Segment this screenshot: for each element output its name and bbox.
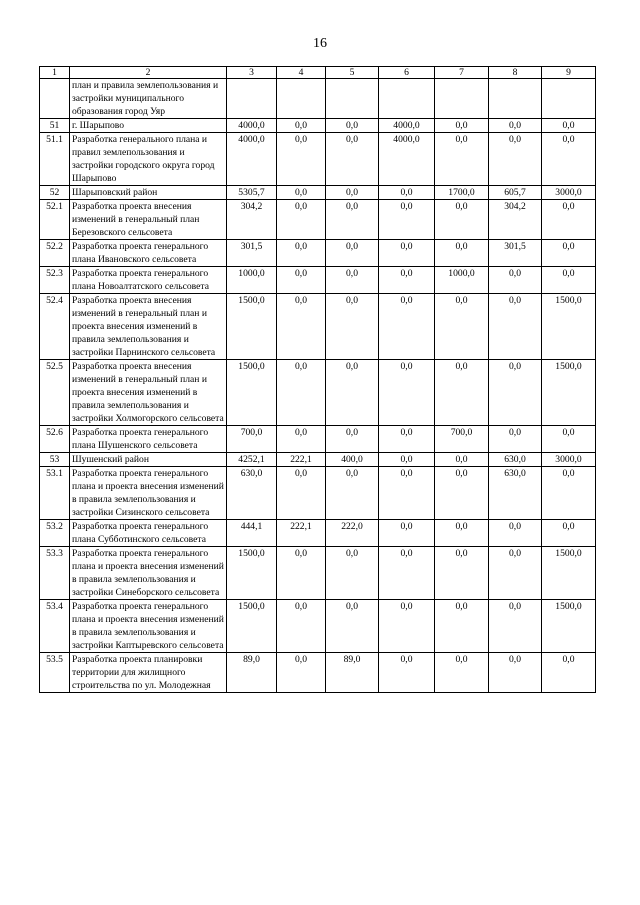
value-cell: 222,1	[277, 453, 326, 467]
value-cell: 0,0	[379, 520, 435, 547]
row-name-cell: Разработка проекта генерального плана и проекта внесения изменений в правила землепользования и застройки Сизинского сельсовета	[70, 467, 227, 520]
value-cell: 1500,0	[227, 600, 277, 653]
value-cell: 0,0	[435, 520, 489, 547]
value-cell: 1500,0	[542, 360, 596, 426]
value-cell: 0,0	[277, 119, 326, 133]
value-cell: 4000,0	[227, 119, 277, 133]
row-name-cell: Разработка проекта генерального плана Ивановского сельсовета	[70, 240, 227, 267]
value-cell: 0,0	[326, 133, 379, 186]
value-cell: 0,0	[326, 200, 379, 240]
row-number-cell: 52.2	[40, 240, 70, 267]
value-cell: 0,0	[542, 426, 596, 453]
value-cell: 3000,0	[542, 453, 596, 467]
row-number-cell: 53.2	[40, 520, 70, 547]
table-body	[40, 79, 596, 693]
value-cell: 0,0	[379, 240, 435, 267]
value-cell: 0,0	[326, 547, 379, 600]
row-name-cell: Разработка проекта генерального плана и проекта внесения изменений в правила землепользования и застройки Каптыревского сельсовета	[70, 600, 227, 653]
value-cell: 630,0	[227, 467, 277, 520]
value-cell: 0,0	[435, 200, 489, 240]
value-cell: 0,0	[277, 467, 326, 520]
row-name-cell: Разработка проекта генерального плана и проекта внесения изменений в правила землепользования и застройки Синеборского сельсовета	[70, 547, 227, 600]
table-row	[40, 547, 596, 600]
value-cell	[326, 79, 379, 119]
value-cell	[542, 79, 596, 119]
table-row	[40, 240, 596, 267]
row-name-cell: г. Шарыпово	[70, 119, 227, 133]
table-row	[40, 360, 596, 426]
table-row	[40, 119, 596, 133]
value-cell: 0,0	[277, 294, 326, 360]
row-name-cell: Разработка генерального плана и правил землепользования и застройки городского округа город Шарыпово	[70, 133, 227, 186]
header-cell: 5	[326, 67, 379, 79]
value-cell: 301,5	[489, 240, 542, 267]
value-cell: 0,0	[277, 267, 326, 294]
value-cell: 0,0	[379, 600, 435, 653]
row-number-cell: 52	[40, 186, 70, 200]
value-cell: 0,0	[435, 453, 489, 467]
value-cell: 0,0	[379, 453, 435, 467]
value-cell: 0,0	[435, 133, 489, 186]
value-cell: 0,0	[542, 200, 596, 240]
value-cell: 4000,0	[379, 133, 435, 186]
value-cell: 0,0	[379, 360, 435, 426]
value-cell: 0,0	[379, 267, 435, 294]
value-cell: 222,1	[277, 520, 326, 547]
value-cell: 0,0	[542, 467, 596, 520]
value-cell: 0,0	[379, 186, 435, 200]
header-cell: 4	[277, 67, 326, 79]
value-cell: 0,0	[435, 467, 489, 520]
value-cell: 0,0	[277, 360, 326, 426]
value-cell: 0,0	[326, 600, 379, 653]
row-number-cell: 53	[40, 453, 70, 467]
table-row	[40, 294, 596, 360]
value-cell: 0,0	[326, 186, 379, 200]
value-cell	[277, 79, 326, 119]
value-cell: 1500,0	[542, 600, 596, 653]
value-cell: 0,0	[379, 200, 435, 240]
value-cell: 0,0	[542, 240, 596, 267]
value-cell: 0,0	[277, 547, 326, 600]
value-cell: 0,0	[277, 426, 326, 453]
row-number-cell: 52.6	[40, 426, 70, 453]
header-cell: 2	[70, 67, 227, 79]
row-number-cell: 51	[40, 119, 70, 133]
value-cell: 630,0	[489, 453, 542, 467]
value-cell: 4000,0	[227, 133, 277, 186]
value-cell: 630,0	[489, 467, 542, 520]
value-cell: 0,0	[379, 547, 435, 600]
header-cell: 1	[40, 67, 70, 79]
value-cell: 0,0	[435, 119, 489, 133]
value-cell: 0,0	[435, 240, 489, 267]
row-number-cell: 52.4	[40, 294, 70, 360]
value-cell: 0,0	[326, 240, 379, 267]
value-cell: 0,0	[489, 426, 542, 453]
value-cell: 0,0	[435, 600, 489, 653]
header-cell: 8	[489, 67, 542, 79]
value-cell: 0,0	[542, 653, 596, 693]
row-number-cell: 51.1	[40, 133, 70, 186]
header-cell: 3	[227, 67, 277, 79]
budget-table	[39, 66, 596, 693]
value-cell: 3000,0	[542, 186, 596, 200]
row-name-cell: план и правила землепользования и застройки муниципального образования город Уяр	[70, 79, 227, 119]
table-row	[40, 426, 596, 453]
value-cell: 0,0	[379, 426, 435, 453]
row-number-cell: 52.3	[40, 267, 70, 294]
row-number-cell: 53.5	[40, 653, 70, 693]
value-cell: 0,0	[326, 467, 379, 520]
value-cell: 301,5	[227, 240, 277, 267]
value-cell: 0,0	[542, 520, 596, 547]
table-row	[40, 467, 596, 520]
row-number-cell	[40, 79, 70, 119]
row-number-cell: 52.1	[40, 200, 70, 240]
value-cell: 0,0	[489, 547, 542, 600]
value-cell: 1000,0	[227, 267, 277, 294]
row-number-cell: 52.5	[40, 360, 70, 426]
value-cell: 0,0	[277, 186, 326, 200]
row-number-cell: 53.4	[40, 600, 70, 653]
value-cell: 0,0	[277, 133, 326, 186]
row-name-cell: Разработка проекта генерального плана Шушенского сельсовета	[70, 426, 227, 453]
value-cell: 0,0	[435, 653, 489, 693]
value-cell: 1500,0	[227, 294, 277, 360]
value-cell: 0,0	[489, 360, 542, 426]
table-row	[40, 267, 596, 294]
value-cell: 0,0	[277, 653, 326, 693]
value-cell: 700,0	[435, 426, 489, 453]
value-cell: 0,0	[542, 119, 596, 133]
value-cell: 0,0	[435, 547, 489, 600]
row-name-cell: Разработка проекта генерального плана Субботинского сельсовета	[70, 520, 227, 547]
row-name-cell: Шушенский район	[70, 453, 227, 467]
value-cell: 0,0	[489, 294, 542, 360]
value-cell: 0,0	[489, 653, 542, 693]
value-cell: 0,0	[326, 267, 379, 294]
value-cell: 4252,1	[227, 453, 277, 467]
value-cell: 1500,0	[542, 547, 596, 600]
value-cell: 0,0	[326, 119, 379, 133]
row-name-cell: Разработка проекта генерального плана Новоалтатского сельсовета	[70, 267, 227, 294]
value-cell: 0,0	[277, 600, 326, 653]
value-cell: 0,0	[435, 360, 489, 426]
value-cell: 0,0	[277, 200, 326, 240]
value-cell: 0,0	[435, 294, 489, 360]
value-cell: 5305,7	[227, 186, 277, 200]
value-cell: 1500,0	[542, 294, 596, 360]
value-cell: 304,2	[227, 200, 277, 240]
row-name-cell: Разработка проекта планировки территории для жилищного строительства по ул. Молодежная	[70, 653, 227, 693]
value-cell: 0,0	[542, 133, 596, 186]
row-number-cell: 53.1	[40, 467, 70, 520]
value-cell: 304,2	[489, 200, 542, 240]
row-name-cell: Шарыповский район	[70, 186, 227, 200]
value-cell: 1700,0	[435, 186, 489, 200]
value-cell: 0,0	[489, 133, 542, 186]
value-cell	[435, 79, 489, 119]
value-cell: 0,0	[489, 520, 542, 547]
row-name-cell: Разработка проекта внесения изменений в генеральный план и проекта внесения изменений в правила землепользования и застройки Парнинского сельсовета	[70, 294, 227, 360]
value-cell: 700,0	[227, 426, 277, 453]
table-row	[40, 186, 596, 200]
value-cell: 89,0	[326, 653, 379, 693]
value-cell: 1500,0	[227, 360, 277, 426]
header-cell: 7	[435, 67, 489, 79]
page-number: 16	[313, 36, 327, 51]
value-cell: 0,0	[489, 119, 542, 133]
value-cell: 222,0	[326, 520, 379, 547]
table-row	[40, 453, 596, 467]
value-cell	[379, 79, 435, 119]
table-row	[40, 600, 596, 653]
value-cell	[489, 79, 542, 119]
row-name-cell: Разработка проекта внесения изменений в генеральный план и проекта внесения изменений в правила землепользования и застройки Холмогорского сельсовета	[70, 360, 227, 426]
value-cell: 0,0	[489, 267, 542, 294]
value-cell: 1000,0	[435, 267, 489, 294]
header-cell: 9	[542, 67, 596, 79]
value-cell: 444,1	[227, 520, 277, 547]
table-row	[40, 520, 596, 547]
value-cell: 0,0	[542, 267, 596, 294]
value-cell: 89,0	[227, 653, 277, 693]
value-cell	[227, 79, 277, 119]
row-name-cell: Разработка проекта внесения изменений в генеральный план Березовского сельсовета	[70, 200, 227, 240]
table-row	[40, 653, 596, 693]
value-cell: 0,0	[489, 600, 542, 653]
row-number-cell: 53.3	[40, 547, 70, 600]
value-cell: 0,0	[379, 653, 435, 693]
value-cell: 605,7	[489, 186, 542, 200]
value-cell: 1500,0	[227, 547, 277, 600]
value-cell: 0,0	[277, 240, 326, 267]
value-cell: 4000,0	[379, 119, 435, 133]
header-cell: 6	[379, 67, 435, 79]
value-cell: 400,0	[326, 453, 379, 467]
table-row	[40, 200, 596, 240]
value-cell: 0,0	[326, 360, 379, 426]
value-cell: 0,0	[379, 294, 435, 360]
value-cell: 0,0	[326, 294, 379, 360]
table-row	[40, 79, 596, 119]
value-cell: 0,0	[326, 426, 379, 453]
table-row	[40, 133, 596, 186]
value-cell: 0,0	[379, 467, 435, 520]
header-row	[40, 67, 596, 79]
